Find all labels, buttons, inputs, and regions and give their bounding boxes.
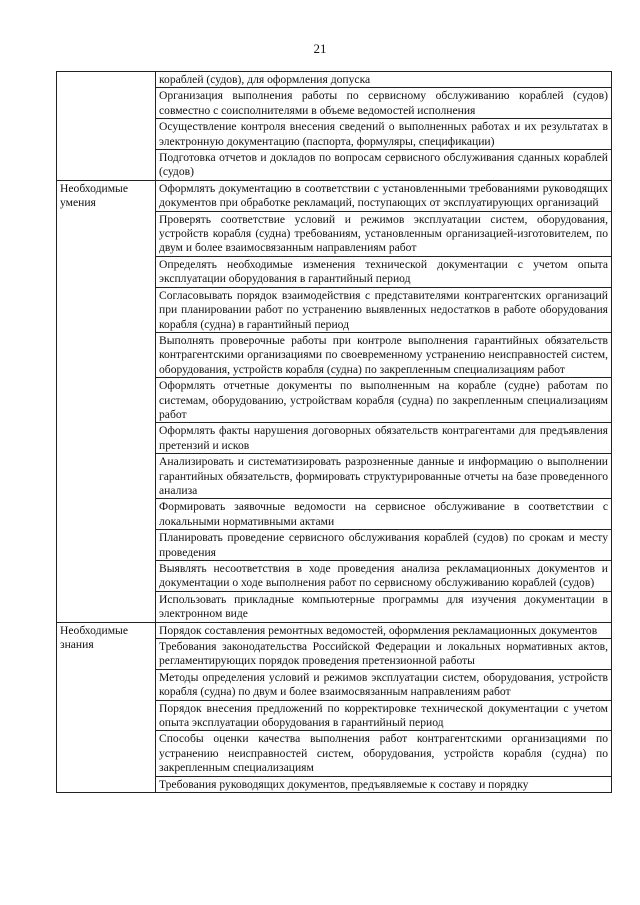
list-item: Выявлять несоответствия в ходе проведения анализа рекламационных документов и документации о ходе выполнения работ по сервисному обслуживанию кораблей (судов) — [156, 561, 611, 592]
list-item: кораблей (судов), для оформления допуска — [156, 72, 611, 88]
list-item: Порядок составления ремонтных ведомостей, оформления рекламационных документов — [156, 623, 611, 639]
list-item: Выполнять проверочные работы при контроле выполнения гарантийных обязательств контрагентскими организациями по своевременному устранению неисправностей систем, оборудования, устройств корабля (судна) по закрепленным специализациям работ — [156, 333, 611, 378]
list-item: Организация выполнения работы по сервисному обслуживанию кораблей (судов) совместно с соисполнителями в объеме ведомостей исполнения — [156, 88, 611, 119]
section-label: Необходимые умения — [57, 180, 156, 622]
list-item: Анализировать и систематизировать разрозненные данные и информацию о выполнении гарантийных обязательств, формировать структурированные отчеты на базе проведенного анализа — [156, 454, 611, 499]
list-item: Согласовывать порядок взаимодействия с представителями контрагентских организаций при планировании работ по устранению выявленных недостатков в работе оборудования корабля (судна) в гарантийный период — [156, 288, 611, 333]
list-item: Оформлять отчетные документы по выполненным на корабле (судне) работам по системам, оборудованию, устройствам корабля (судна) по закрепленным специализациям работ — [156, 378, 611, 423]
list-item: Методы определения условий и режимов эксплуатации систем, оборудования, устройств корабля (судна) по двум и более взаимосвязанным направлениям работ — [156, 670, 611, 701]
section-content — [156, 622, 612, 792]
section-content — [156, 180, 612, 622]
list-item: Оформлять факты нарушения договорных обязательств контрагентами для предъявления претензий и исков — [156, 423, 611, 454]
section-label — [57, 72, 156, 181]
list-item: Формировать заявочные ведомости на сервисное обслуживание в соответствии с локальными нормативными актами — [156, 499, 611, 530]
list-item: Определять необходимые изменения технической документации с учетом опыта эксплуатации оборудования в гарантийный период — [156, 257, 611, 288]
list-item: Оформлять документацию в соответствии с установленными требованиями руководящих документов при обработке рекламаций, поступающих от эксплуатирующих организаций — [156, 181, 611, 212]
section-label: Необходимые знания — [57, 622, 156, 792]
list-item: Проверять соответствие условий и режимов эксплуатации систем, оборудования, устройств корабля (судна) требованиям, установленным организацией-изготовителем, по двум и более взаимосвязанным направлениям работ — [156, 212, 611, 257]
section-row — [57, 180, 612, 622]
list-item: Использовать прикладные компьютерные программы для изучения документации в электронном виде — [159, 592, 608, 621]
list-item: Подготовка отчетов и докладов по вопросам сервисного обслуживания сданных кораблей (судов) — [159, 151, 608, 179]
section-row — [57, 622, 612, 792]
list-item: Требования руководящих документов, предъявляемые к составу и порядку — [159, 777, 529, 791]
section-content — [156, 72, 612, 181]
list-item: Требования законодательства Российской Федерации и локальных нормативных актов, регламентирующих порядок проведения претензионной работы — [156, 639, 611, 670]
requirements-table — [56, 71, 612, 793]
page-number: 21 — [313, 41, 327, 56]
list-item: Порядок внесения предложений по корректировке технической документации с учетом опыта эксплуатации оборудования в гарантийный период — [156, 701, 611, 732]
section-row — [57, 72, 612, 181]
list-item: Планировать проведение сервисного обслуживания кораблей (судов) по срокам и месту проведения — [156, 530, 611, 561]
list-item: Осуществление контроля внесения сведений о выполненных работах и их результатах в электронную документацию (паспорта, формуляры, спецификации) — [156, 119, 611, 150]
list-item: Способы оценки качества выполнения работ контрагентскими организациями по устранению неисправностей систем, оборудования, устройств корабля (судна) по закрепленным специализациям — [156, 731, 611, 776]
